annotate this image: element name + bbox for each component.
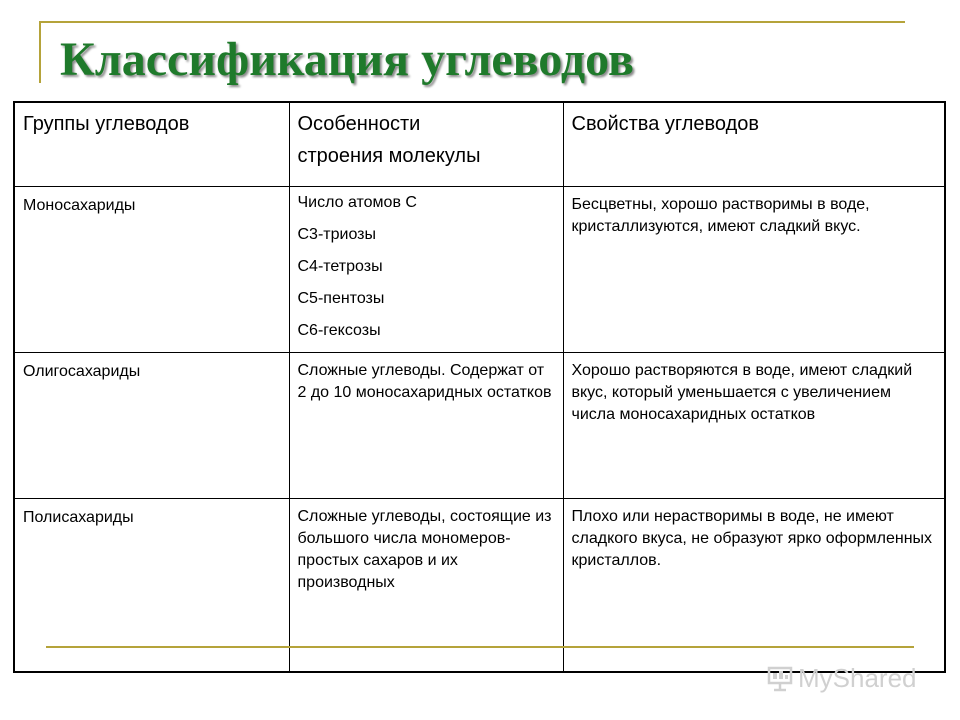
structure-cell-polysaccharides: Сложные углеводы, состоящие из большого числа мономеров- простых сахаров и их производных bbox=[289, 498, 563, 672]
group-cell-oligosaccharides: Олигосахариды bbox=[14, 352, 289, 498]
carbohydrates-table bbox=[13, 101, 946, 673]
properties-cell-oligosaccharides: Хорошо растворяются в воде, имеют сладкий вкус, который уменьшается с увеличением числа моносахаридных остатков bbox=[563, 352, 945, 498]
presentation-board-icon bbox=[766, 664, 794, 692]
structure-line: С6-гексозы bbox=[297, 321, 381, 339]
structure-line: Число атомов С bbox=[297, 193, 417, 211]
group-cell-monosaccharides: Моносахариды bbox=[14, 186, 289, 352]
properties-cell-polysaccharides: Плохо или нерастворимы в воде, не имеют сладкого вкуса, не образуют ярко оформленных кристаллов. bbox=[563, 498, 945, 672]
structure-cell-monosaccharides bbox=[289, 186, 563, 352]
header-properties bbox=[563, 102, 945, 186]
header-structure-line-2: строения молекулы bbox=[297, 145, 481, 167]
structure-line: С5-пентозы bbox=[297, 289, 385, 307]
frame-bottom-line bbox=[46, 646, 914, 648]
header-groups-label: Группы углеводов bbox=[23, 113, 190, 135]
slide-title: Классификация углеводов bbox=[60, 33, 634, 86]
structure-line: С4-тетрозы bbox=[297, 257, 383, 275]
table-row bbox=[14, 186, 945, 352]
frame-top-line bbox=[40, 21, 905, 23]
header-properties-label: Свойства углеводов bbox=[571, 113, 760, 135]
watermark-text: MyShared bbox=[798, 663, 917, 694]
header-structure bbox=[289, 102, 563, 186]
structure-cell-oligosaccharides: Сложные углеводы. Содержат от 2 до 10 моносахаридных остатков bbox=[289, 352, 563, 498]
watermark bbox=[766, 656, 926, 696]
header-groups bbox=[14, 102, 289, 186]
frame-left-line bbox=[39, 21, 41, 83]
properties-cell-monosaccharides: Бесцветны, хорошо растворимы в воде, кристаллизуются, имеют сладкий вкус. bbox=[563, 186, 945, 352]
table-row bbox=[14, 352, 945, 498]
structure-line: С3-триозы bbox=[297, 225, 376, 243]
header-structure-line-1: Особенности bbox=[297, 113, 421, 135]
group-cell-polysaccharides: Полисахариды bbox=[14, 498, 289, 672]
table-header-row bbox=[14, 102, 945, 186]
